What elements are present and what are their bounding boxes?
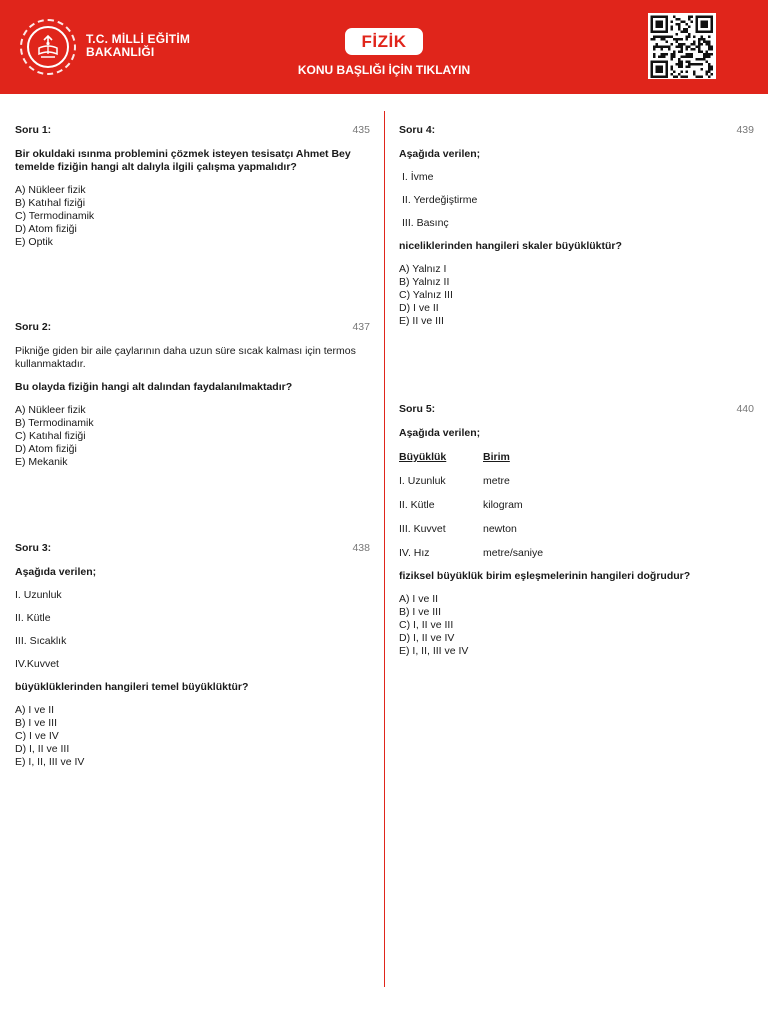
question-label: Soru 2: bbox=[15, 321, 52, 333]
option-a[interactable]: A) Nükleer fizik bbox=[15, 404, 86, 416]
ministry-name-line2: BAKANLIĞI bbox=[86, 45, 155, 59]
option-b[interactable]: B) Termodinamik bbox=[15, 417, 94, 429]
question-stem: niceliklerinden hangileri skaler büyüklüktür? bbox=[399, 240, 622, 252]
question-stem: büyüklüklerinden hangileri temel büyüklüktür? bbox=[15, 681, 249, 693]
option-a[interactable]: A) Nükleer fizik bbox=[15, 184, 86, 196]
option-a[interactable]: A) I ve II bbox=[15, 704, 55, 716]
statement-item: I. İvme bbox=[402, 171, 434, 183]
options-list bbox=[399, 593, 754, 658]
statement-item: III. Sıcaklık bbox=[15, 635, 67, 647]
table-row bbox=[399, 499, 754, 512]
page-header bbox=[0, 0, 768, 94]
question-4 bbox=[399, 124, 754, 328]
statement-item: I. Uzunluk bbox=[15, 589, 62, 601]
statement-item: IV.Kuvvet bbox=[15, 658, 59, 670]
option-c[interactable]: C) I, II ve III bbox=[399, 619, 454, 631]
table-row bbox=[399, 475, 754, 488]
option-a[interactable]: A) I ve II bbox=[399, 593, 439, 605]
ministry-emblem-icon bbox=[20, 19, 76, 75]
question-label: Soru 5: bbox=[399, 403, 436, 415]
statement-item: II. Kütle bbox=[15, 612, 51, 624]
question-label: Soru 1: bbox=[15, 124, 52, 136]
options-list bbox=[399, 263, 754, 328]
column-divider bbox=[384, 111, 385, 987]
question-context: Pikniğe giden bir aile çaylarının daha uzun süre sıcak kalması için termos kullanmaktadır. bbox=[15, 345, 356, 370]
question-number: 438 bbox=[352, 542, 370, 554]
option-d[interactable]: D) I ve II bbox=[399, 302, 439, 314]
question-intro: Aşağıda verilen; bbox=[399, 427, 481, 439]
option-b[interactable]: B) Yalnız II bbox=[399, 276, 450, 288]
option-b[interactable]: B) Katıhal fiziği bbox=[15, 197, 86, 209]
statement-item: II. Yerdeğiştirme bbox=[402, 194, 478, 206]
options-list bbox=[15, 704, 370, 769]
unit-cell: kilogram bbox=[483, 499, 523, 511]
topic-link[interactable]: KONU BAŞLIĞI İÇİN TIKLAYIN bbox=[297, 63, 471, 77]
question-intro: Aşağıda verilen; bbox=[15, 566, 97, 578]
quantity-cell: II. Kütle bbox=[399, 499, 435, 511]
unit-cell: metre/saniye bbox=[483, 547, 544, 559]
option-d[interactable]: D) I, II ve III bbox=[15, 743, 70, 755]
question-number: 435 bbox=[352, 124, 370, 136]
question-2 bbox=[15, 321, 370, 469]
subject-button[interactable]: FİZİK bbox=[345, 28, 423, 55]
qr-code-icon[interactable] bbox=[648, 13, 716, 79]
ministry-name-line1: T.C. MİLLİ EĞİTİM bbox=[86, 32, 191, 46]
question-number: 437 bbox=[352, 321, 370, 333]
option-d[interactable]: D) I, II ve IV bbox=[399, 632, 455, 644]
options-list bbox=[15, 404, 370, 469]
unit-cell: newton bbox=[483, 523, 517, 535]
question-5 bbox=[399, 403, 754, 658]
ministry-name bbox=[86, 33, 190, 59]
table-row bbox=[399, 547, 754, 560]
option-d[interactable]: D) Atom fiziği bbox=[15, 223, 77, 235]
option-c[interactable]: C) Yalnız III bbox=[399, 289, 453, 301]
table-header-row bbox=[399, 451, 754, 464]
statement-item: III. Basınç bbox=[402, 217, 449, 229]
column-header-quantity: Büyüklük bbox=[399, 451, 447, 463]
quantity-cell: III. Kuvvet bbox=[399, 523, 446, 535]
question-3 bbox=[15, 542, 370, 769]
question-stem: fiziksel büyüklük birim eşleşmelerinin hangileri doğrudur? bbox=[399, 570, 691, 582]
option-e[interactable]: E) I, II, III ve IV bbox=[399, 645, 469, 657]
option-e[interactable]: E) Optik bbox=[15, 236, 53, 248]
option-c[interactable]: C) Termodinamik bbox=[15, 210, 95, 222]
option-c[interactable]: C) Katıhal fiziği bbox=[15, 430, 86, 442]
option-d[interactable]: D) Atom fiziği bbox=[15, 443, 77, 455]
quantity-cell: I. Uzunluk bbox=[399, 475, 446, 487]
option-e[interactable]: E) I, II, III ve IV bbox=[15, 756, 85, 768]
unit-cell: metre bbox=[483, 475, 510, 487]
option-e[interactable]: E) Mekanik bbox=[15, 456, 68, 468]
option-e[interactable]: E) II ve III bbox=[399, 315, 444, 327]
question-number: 440 bbox=[736, 403, 754, 415]
question-stem: Bu olayda fiziğin hangi alt dalından faydalanılmaktadır? bbox=[15, 381, 293, 393]
option-b[interactable]: B) I ve III bbox=[399, 606, 442, 618]
column-header-unit: Birim bbox=[483, 451, 510, 463]
question-number: 439 bbox=[736, 124, 754, 136]
options-list bbox=[15, 184, 370, 249]
quantity-cell: IV. Hız bbox=[399, 547, 430, 559]
table-row bbox=[399, 523, 754, 536]
question-1 bbox=[15, 124, 370, 249]
question-label: Soru 3: bbox=[15, 542, 52, 554]
question-label: Soru 4: bbox=[399, 124, 436, 136]
option-a[interactable]: A) Yalnız I bbox=[399, 263, 447, 275]
question-stem: Bir okuldaki ısınma problemini çözmek isteyen tesisatçı Ahmet Bey temelde fiziğin hangi alt dalıyla ilgili çalışma yapmalıdır? bbox=[15, 148, 351, 173]
question-intro: Aşağıda verilen; bbox=[399, 148, 481, 160]
option-b[interactable]: B) I ve III bbox=[15, 717, 58, 729]
option-c[interactable]: C) I ve IV bbox=[15, 730, 59, 742]
